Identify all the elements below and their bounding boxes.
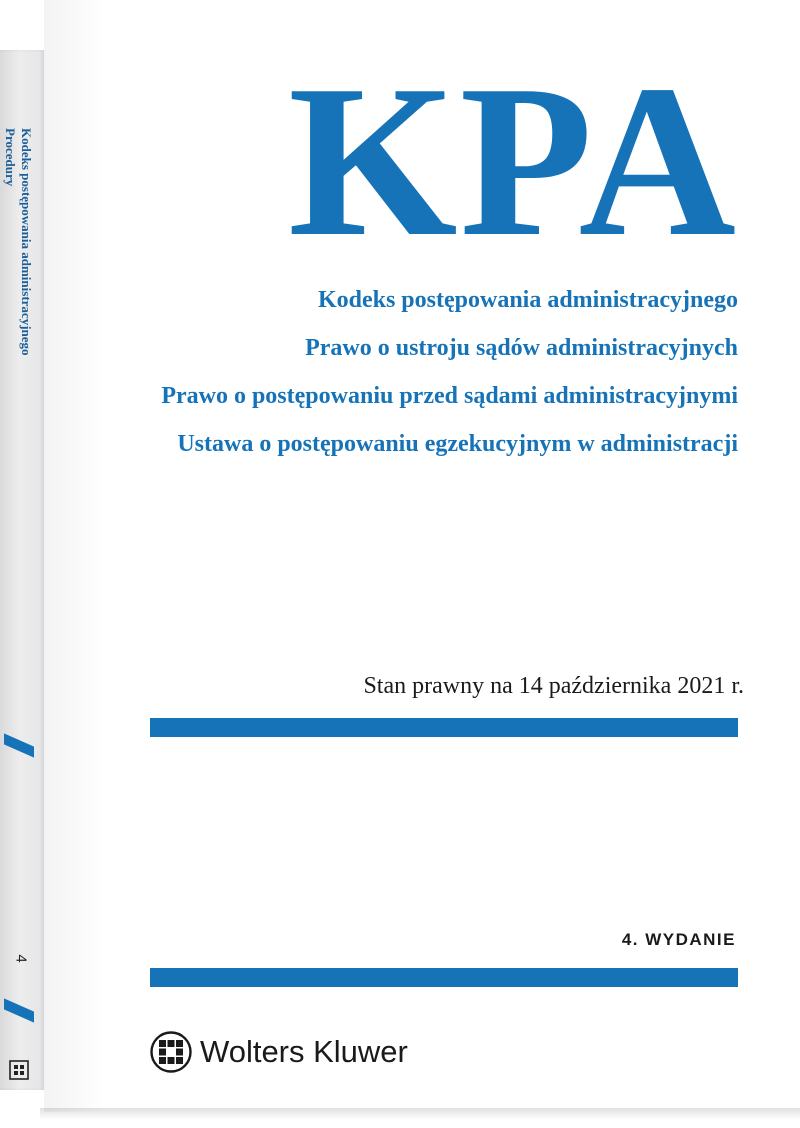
blue-divider-lower	[150, 968, 738, 987]
spine-title-line-2: Procedury	[3, 128, 18, 187]
subtitle-line: Prawo o postępowaniu przed sądami administracyjnymi	[161, 383, 738, 409]
edition-label: 4. WYDANIE	[621, 930, 736, 949]
publisher-logo-block	[150, 1030, 408, 1074]
spine-stripe-lower	[4, 998, 34, 1022]
book-spine	[0, 50, 44, 1090]
spine-title	[4, 128, 40, 648]
book-title: KPA	[288, 41, 738, 282]
publisher-name: Wolters Kluwer	[200, 1034, 408, 1069]
cover-shadow	[40, 1108, 800, 1120]
subtitle-list	[118, 276, 738, 468]
spine-logo-icon	[9, 1060, 29, 1080]
spine-volume-number: 4	[12, 954, 30, 963]
subtitle-line: Kodeks postępowania administracyjnego	[317, 287, 738, 313]
spine-title-line-1: Kodeks postępowania administracyjnego	[19, 128, 34, 356]
blue-divider-upper	[150, 718, 738, 737]
spine-stripe-upper	[4, 733, 34, 757]
wolters-kluwer-logo-icon	[150, 1031, 192, 1073]
subtitle-line: Ustawa o postępowaniu egzekucyjnym w administracji	[177, 431, 738, 457]
legal-state-date: Stan prawny na 14 października 2021 r.	[363, 673, 744, 699]
subtitle-line: Prawo o ustroju sądów administracyjnych	[305, 335, 738, 361]
